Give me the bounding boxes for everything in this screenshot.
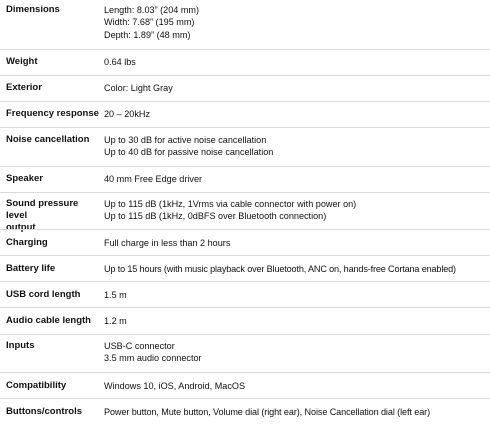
spec-value (104, 134, 490, 159)
spec-value-line: Up to 15 hours (with music playback over Bluetooth, ANC on, hands-free Cortana enabled) (104, 264, 456, 274)
spec-label: Sound pressure level output (6, 198, 79, 233)
spec-value-line: Length: 8.03” (204 mm) (104, 5, 200, 15)
spec-label: Speaker (6, 173, 43, 184)
spec-value-line: 1.2 m (104, 316, 127, 326)
spec-row-buttons-controls (0, 398, 490, 424)
spec-value (104, 263, 490, 275)
spec-row-usb-cord-length (0, 281, 490, 307)
spec-value-line: USB-C connector (104, 341, 175, 351)
spec-value (104, 82, 490, 94)
spec-value-line: Up to 30 dB for active noise cancellation (104, 135, 267, 145)
spec-value (104, 173, 490, 185)
spec-row-speaker (0, 166, 490, 192)
spec-row-compatibility (0, 372, 490, 398)
spec-value-line: 3.5 mm audio connector (104, 353, 202, 364)
spec-row-inputs (0, 334, 490, 372)
spec-label: Inputs (6, 340, 35, 351)
spec-label: Audio cable length (6, 315, 91, 326)
spec-value-line: Full charge in less than 2 hours (104, 238, 231, 248)
spec-value-line: Up to 115 dB (1kHz, 0dBFS over Bluetooth connection) (104, 211, 327, 222)
spec-label: Charging (6, 237, 48, 248)
spec-value-line: 0.64 lbs (104, 57, 136, 67)
spec-row-weight (0, 49, 490, 75)
spec-value (104, 289, 490, 301)
spec-value-line: 20 – 20kHz (104, 109, 151, 119)
spec-value-line: Color: Light Gray (104, 83, 173, 93)
spec-value-line: Up to 40 dB for passive noise cancellation (104, 147, 274, 158)
spec-row-dimensions (0, 0, 490, 49)
spec-label: Battery life (6, 263, 56, 274)
spec-value (104, 198, 490, 223)
spec-value (104, 56, 490, 68)
spec-value-line: Power button, Mute button, Volume dial (right ear), Noise Cancellation dial (left ear) (104, 407, 431, 417)
spec-row-noise-cancellation (0, 127, 490, 166)
spec-value-line: Windows 10, iOS, Android, MacOS (104, 381, 246, 391)
spec-value-line: Depth: 1.89” (48 mm) (104, 29, 191, 40)
spec-label: Dimensions (6, 4, 60, 15)
spec-value (104, 340, 490, 365)
spec-row-charging (0, 229, 490, 255)
spec-row-audio-cable-length (0, 307, 490, 334)
spec-label: Exterior (6, 82, 42, 93)
spec-value (104, 4, 490, 41)
spec-label: USB cord length (6, 289, 81, 300)
spec-value-line: Up to 115 dB (1kHz, 1Vrms via cable connector with power on) (104, 199, 357, 209)
spec-value-line: Width: 7.68” (195 mm) (104, 17, 195, 28)
spec-value-line: 1.5 m (104, 290, 127, 300)
spec-value (104, 406, 490, 418)
spec-row-frequency-response (0, 101, 490, 127)
spec-label: Noise cancellation (6, 134, 90, 145)
spec-label: Buttons/controls (6, 406, 82, 417)
spec-value-line: 40 mm Free Edge driver (104, 174, 203, 184)
spec-label: Frequency response (6, 108, 99, 119)
spec-value (104, 237, 490, 249)
spec-label: Weight (6, 56, 38, 67)
spec-row-sound-pressure-level (0, 192, 490, 233)
spec-value (104, 315, 490, 327)
spec-label: Compatibility (6, 380, 67, 391)
spec-value (104, 108, 490, 120)
spec-row-exterior (0, 75, 490, 101)
spec-value (104, 380, 490, 392)
spec-row-battery-life (0, 255, 490, 281)
